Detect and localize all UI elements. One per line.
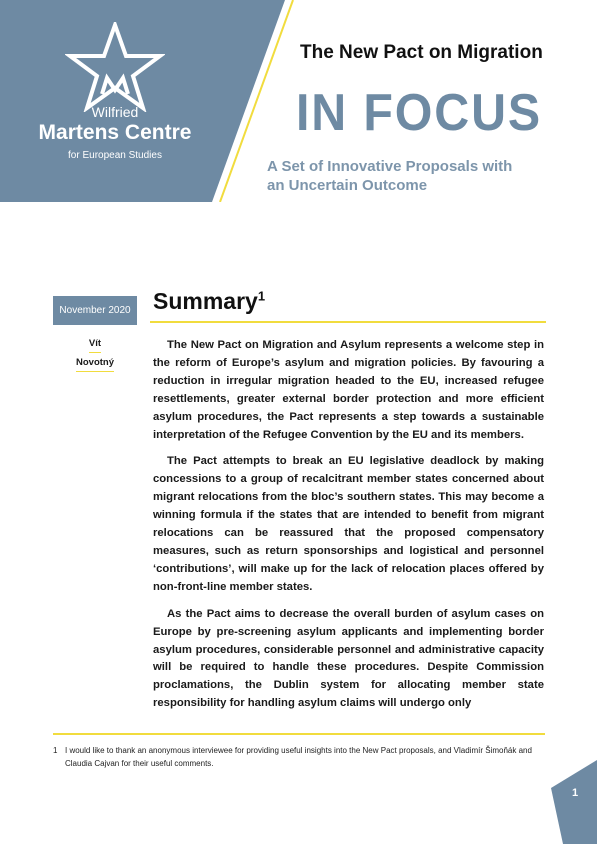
footnote-number: 1 — [53, 746, 58, 755]
publisher-name-tagline: for European Studies — [68, 150, 162, 161]
publication-title: The New Pact on Migration — [300, 42, 543, 63]
summary-paragraph-2: The Pact attempts to break an EU legislative deadlock by making concessions to a group of recalcitrant member states concerned about migrant relocations from the bloc’s southern states. This may become a winning formula if the states that are intended to benefit from migrant relocations can be reassured that the proposed compensatory measures, such as return sponsorships and logistical and personnel ‘contributions’, will make up for the lack of relocation places offered by non-front-line member states. — [153, 455, 544, 593]
summary-divider — [150, 321, 546, 323]
subtitle-line-2: an Uncertain Outcome — [267, 177, 428, 194]
author-first-name: Vít — [89, 338, 101, 353]
publication-subtitle — [267, 157, 567, 195]
footnote-text: I would like to thank an anonymous interviewee for providing useful insights into the New Pact proposals, and Vladimír Šimoňák and Claudia Cajvan for their useful comments. — [65, 746, 532, 768]
publisher-logo — [30, 22, 200, 172]
author-last-name: Novotný — [76, 357, 114, 372]
summary-heading-text: Summary — [153, 288, 258, 314]
subtitle-line-1: A Set of Innovative Proposals with — [267, 158, 513, 175]
summary-heading — [153, 288, 265, 315]
summary-paragraph-3: As the Pact aims to decrease the overall burden of asylum cases on Europe by pre-screening asylum applicants and implementing border asylum procedures, considerable personnel and administrative capacity will be required to handle these procedures. Despite Commission proclamations, the Dublin system for allocating member state responsibility for handling asylum claims will undergo only — [153, 607, 544, 710]
page-number: 1 — [572, 787, 579, 799]
footnote-divider — [53, 733, 545, 735]
author — [53, 338, 137, 376]
publication-date: November 2020 — [53, 296, 137, 325]
footnote — [53, 744, 553, 770]
summary-paragraph-1: The New Pact on Migration and Asylum represents a welcome step in the reform of Europe’s asylum and migration policies. By favouring a reduction in irregular migration headed to the EU, increased refugee resettlements, greater external border protection and more efficient asylum procedures, the Pact represents a step towards a sustainable interpretation of the Refugee Convention by the EU and its members. — [153, 339, 544, 441]
publisher-name-main: Martens Centre — [38, 121, 192, 144]
footnote-reference: 1 — [257, 288, 266, 304]
page-corner-tab — [551, 760, 597, 844]
publisher-name-first: Wilfried — [91, 104, 139, 120]
in-focus-series-logo — [296, 82, 546, 142]
star-icon — [65, 22, 165, 112]
summary-body — [153, 337, 544, 722]
series-text: IN FOCUS — [296, 84, 542, 142]
